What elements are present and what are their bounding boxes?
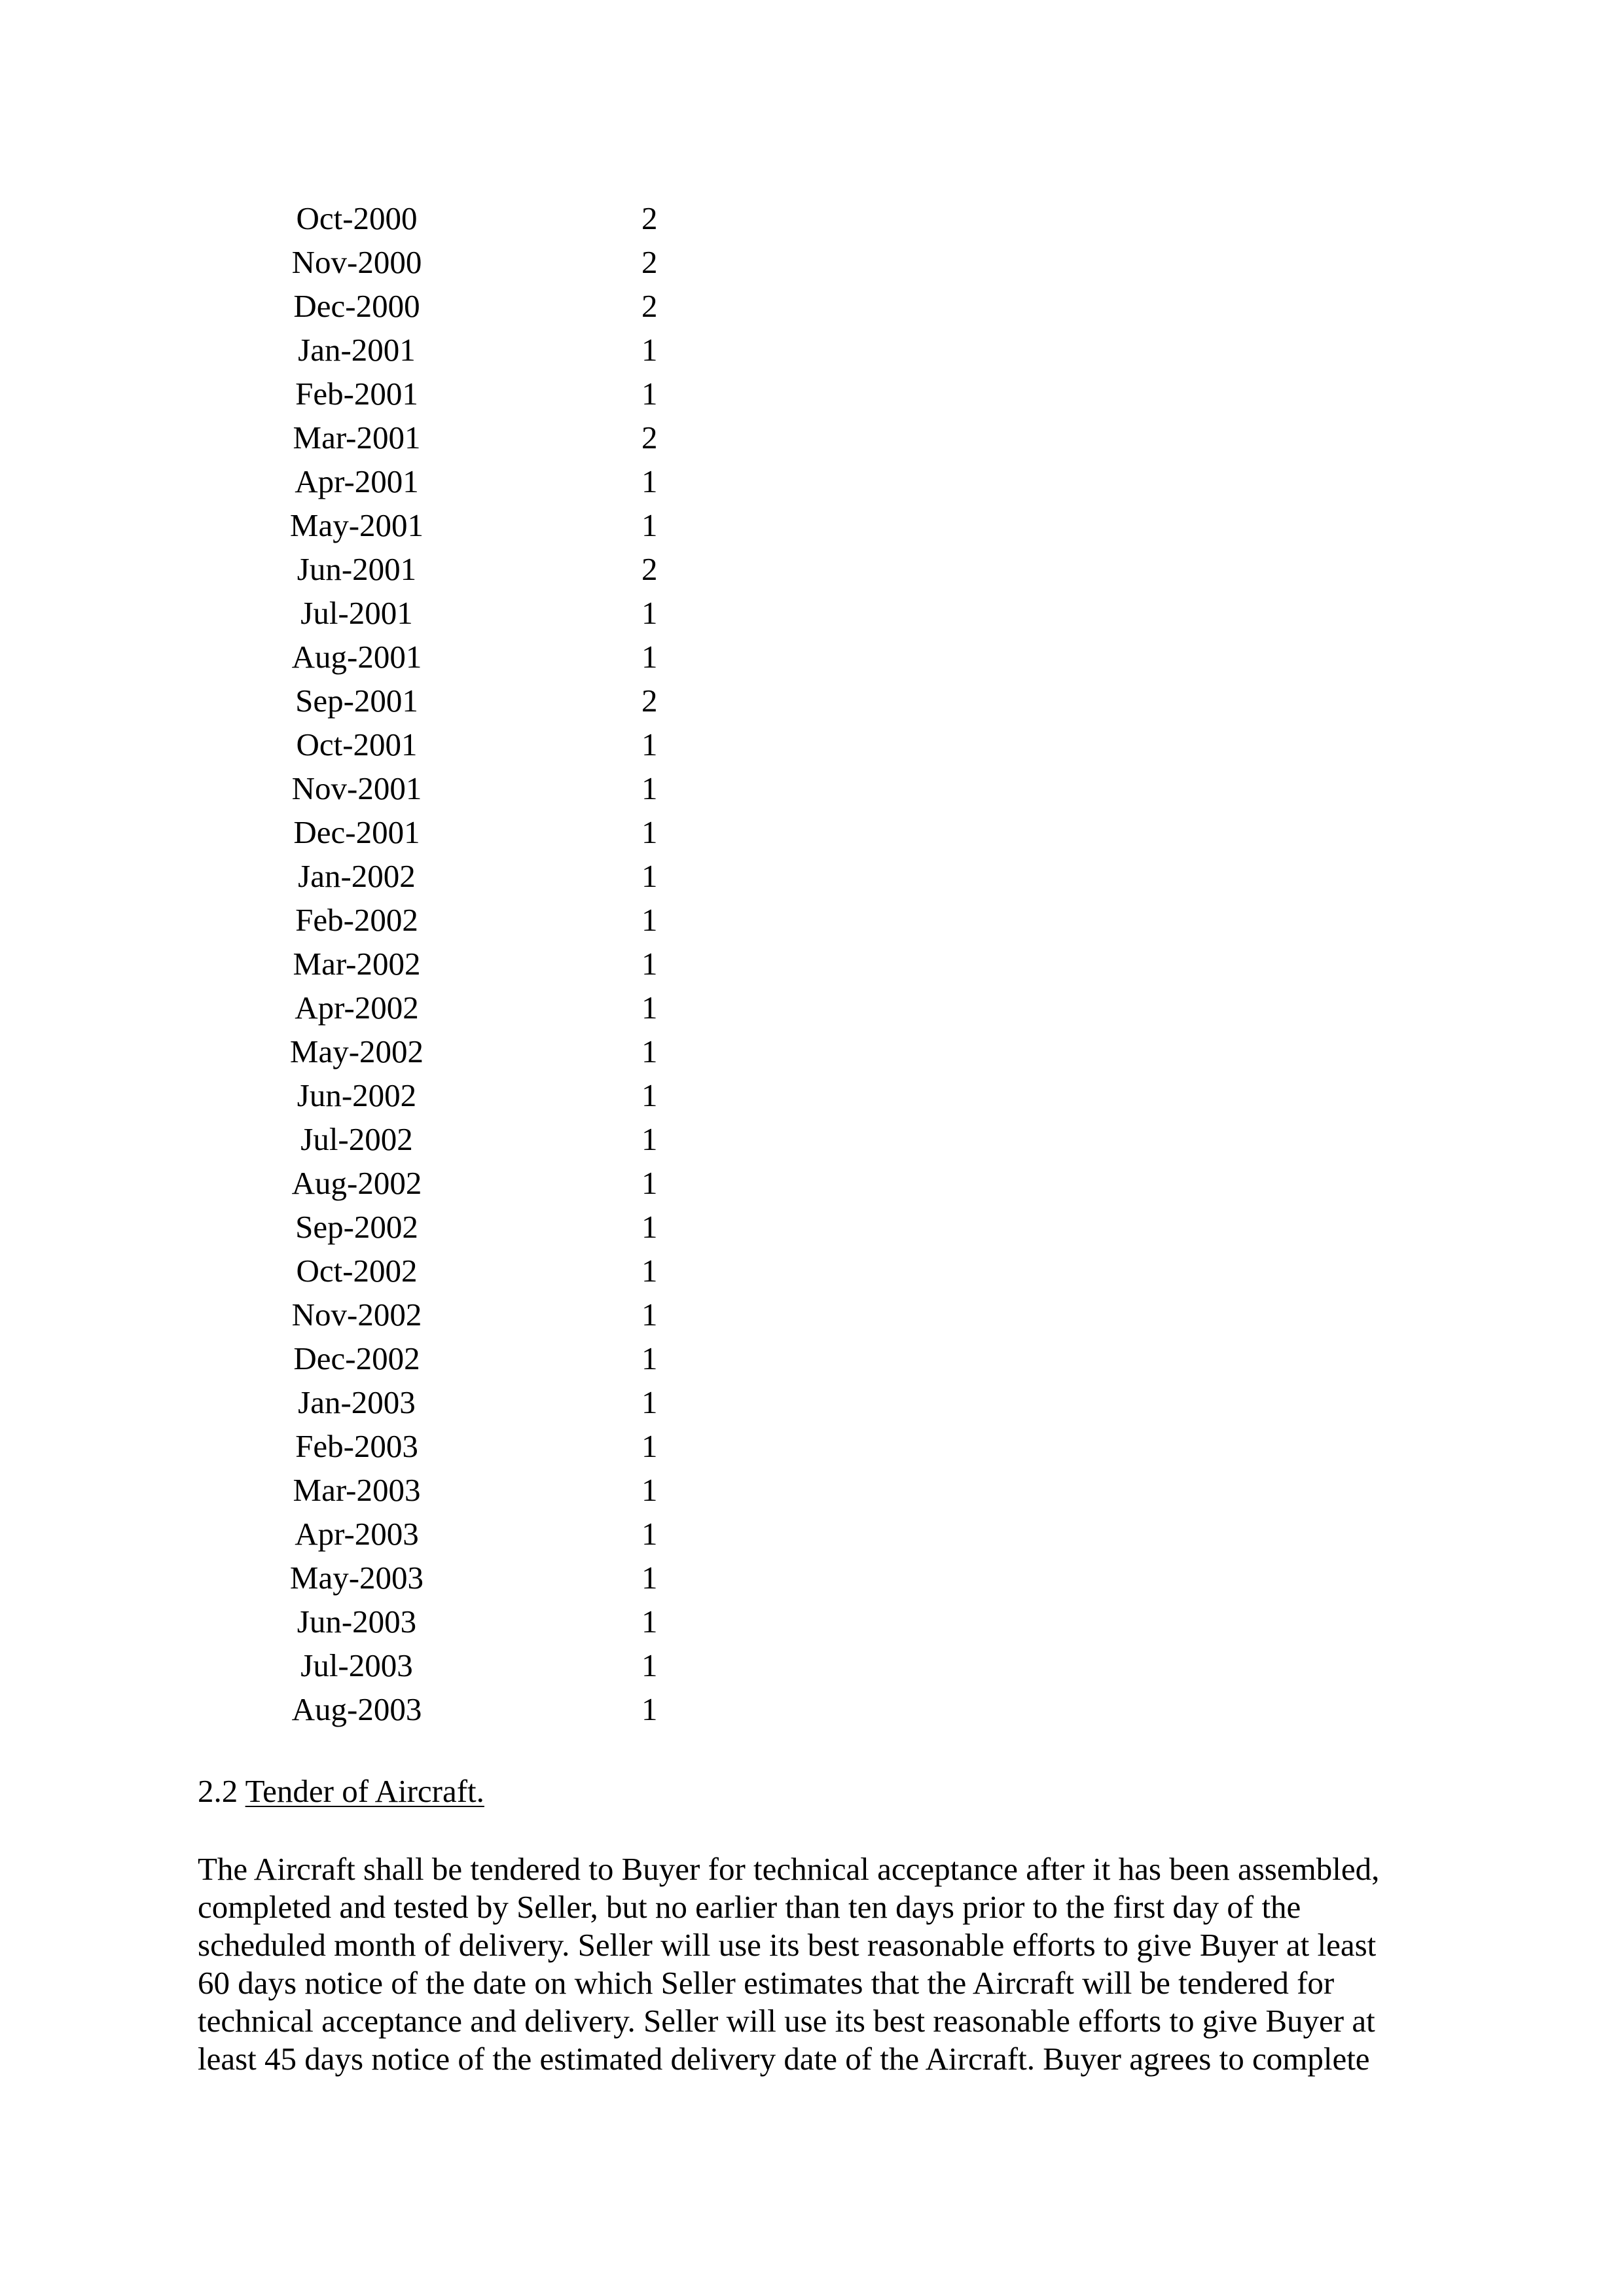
schedule-row (249, 240, 720, 284)
paragraph-line: The Aircraft shall be tendered to Buyer for technical acceptance after it has been assembled, (198, 1851, 1380, 1887)
schedule-row (249, 1600, 720, 1643)
schedule-quantity: 1 (641, 463, 658, 499)
schedule-month: Apr-2001 (295, 463, 419, 499)
schedule-row (249, 1030, 720, 1073)
schedule-month: Jan-2002 (298, 858, 416, 894)
paragraph-line: 60 days notice of the date on which Seller estimates that the Aircraft will be tendered for (198, 1965, 1335, 2001)
schedule-month: Dec-2002 (293, 1340, 420, 1376)
schedule-row (249, 196, 720, 240)
schedule-row (249, 1117, 720, 1161)
schedule-row (249, 1336, 720, 1380)
schedule-month: Mar-2003 (293, 1472, 421, 1508)
schedule-quantity: 1 (641, 990, 658, 1026)
schedule-quantity: 1 (641, 1165, 658, 1201)
paragraph-line: scheduled month of delivery. Seller will use its best reasonable efforts to give Buyer at least (198, 1927, 1377, 1963)
section-heading (198, 1771, 484, 1812)
schedule-quantity: 1 (641, 1033, 658, 1069)
schedule-month: Jul-2001 (300, 595, 413, 631)
schedule-quantity: 1 (641, 332, 658, 368)
schedule-row (249, 1468, 720, 1512)
schedule-month: Mar-2002 (293, 946, 421, 982)
schedule-row (249, 459, 720, 503)
schedule-quantity: 1 (641, 1472, 658, 1508)
section-number: 2.2 (198, 1773, 238, 1809)
schedule-quantity: 1 (641, 726, 658, 762)
schedule-quantity: 1 (641, 858, 658, 894)
schedule-month: Jun-2001 (297, 551, 417, 587)
schedule-month: Jan-2001 (298, 332, 416, 368)
schedule-row (249, 1249, 720, 1293)
schedule-row (249, 986, 720, 1030)
schedule-month: Aug-2001 (291, 639, 422, 675)
schedule-month: Apr-2002 (295, 990, 419, 1026)
schedule-quantity: 1 (641, 1516, 658, 1552)
schedule-row (249, 1424, 720, 1468)
schedule-row (249, 503, 720, 547)
schedule-month: May-2002 (289, 1033, 424, 1069)
schedule-quantity: 1 (641, 1428, 658, 1464)
schedule-quantity: 1 (641, 902, 658, 938)
schedule-month: Apr-2003 (295, 1516, 419, 1552)
schedule-quantity: 1 (641, 1340, 658, 1376)
schedule-quantity: 1 (641, 1297, 658, 1333)
schedule-row (249, 810, 720, 854)
section-paragraph (198, 1850, 1454, 2078)
schedule-row (249, 1556, 720, 1600)
schedule-month: Jan-2003 (298, 1384, 416, 1420)
schedule-month: Jul-2003 (300, 1647, 413, 1683)
schedule-quantity: 1 (641, 507, 658, 543)
schedule-row (249, 854, 720, 898)
schedule-quantity: 1 (641, 946, 658, 982)
schedule-row (249, 1073, 720, 1117)
schedule-row (249, 766, 720, 810)
schedule-month: Jun-2002 (297, 1077, 417, 1113)
schedule-row (249, 1643, 720, 1687)
schedule-row (249, 328, 720, 372)
schedule-month: Sep-2001 (295, 683, 418, 719)
schedule-row (249, 942, 720, 986)
schedule-month: Mar-2001 (293, 420, 421, 456)
paragraph-line: least 45 days notice of the estimated delivery date of the Aircraft. Buyer agrees to complete (198, 2041, 1370, 2077)
schedule-quantity: 1 (641, 1560, 658, 1596)
schedule-row (249, 416, 720, 459)
schedule-row (249, 1293, 720, 1336)
schedule-row (249, 1512, 720, 1556)
schedule-quantity: 2 (641, 288, 658, 324)
schedule-month: Aug-2003 (291, 1691, 422, 1727)
delivery-schedule-table (249, 196, 720, 1731)
schedule-quantity: 1 (641, 1209, 658, 1245)
schedule-quantity: 2 (641, 420, 658, 456)
schedule-row (249, 284, 720, 328)
schedule-row (249, 679, 720, 723)
schedule-row (249, 372, 720, 416)
schedule-quantity: 1 (641, 639, 658, 675)
paragraph-line: completed and tested by Seller, but no earlier than ten days prior to the first day of the (198, 1889, 1301, 1925)
section-title: Tender of Aircraft. (245, 1773, 484, 1809)
schedule-month: Nov-2002 (291, 1297, 422, 1333)
schedule-row (249, 591, 720, 635)
schedule-quantity: 1 (641, 770, 658, 806)
schedule-row (249, 635, 720, 679)
schedule-month: Sep-2002 (295, 1209, 418, 1245)
schedule-row (249, 898, 720, 942)
schedule-row (249, 1380, 720, 1424)
schedule-quantity: 1 (641, 376, 658, 412)
schedule-month: May-2001 (289, 507, 424, 543)
schedule-month: Feb-2003 (295, 1428, 418, 1464)
schedule-quantity: 1 (641, 1253, 658, 1289)
schedule-quantity: 1 (641, 1121, 658, 1157)
schedule-month: Aug-2002 (291, 1165, 422, 1201)
schedule-quantity: 2 (641, 683, 658, 719)
schedule-month: Dec-2000 (293, 288, 420, 324)
schedule-row (249, 723, 720, 766)
paragraph-line: technical acceptance and delivery. Seller will use its best reasonable efforts to give Buyer at (198, 2003, 1375, 2039)
schedule-quantity: 1 (641, 1691, 658, 1727)
schedule-quantity: 1 (641, 814, 658, 850)
schedule-quantity: 1 (641, 1604, 658, 1640)
schedule-month: Nov-2001 (291, 770, 422, 806)
schedule-month: Dec-2001 (293, 814, 420, 850)
schedule-month: May-2003 (289, 1560, 424, 1596)
schedule-quantity: 2 (641, 244, 658, 280)
schedule-month: Oct-2001 (296, 726, 418, 762)
schedule-row (249, 547, 720, 591)
schedule-month: Oct-2002 (296, 1253, 418, 1289)
schedule-row (249, 1161, 720, 1205)
schedule-quantity: 1 (641, 1384, 658, 1420)
schedule-quantity: 1 (641, 1647, 658, 1683)
schedule-month: Oct-2000 (296, 200, 418, 236)
schedule-month: Jul-2002 (300, 1121, 413, 1157)
schedule-quantity: 2 (641, 200, 658, 236)
schedule-month: Feb-2002 (295, 902, 418, 938)
schedule-quantity: 1 (641, 1077, 658, 1113)
schedule-month: Nov-2000 (291, 244, 422, 280)
schedule-row (249, 1205, 720, 1249)
schedule-quantity: 2 (641, 551, 658, 587)
schedule-row (249, 1687, 720, 1731)
schedule-month: Feb-2001 (295, 376, 418, 412)
schedule-quantity: 1 (641, 595, 658, 631)
schedule-month: Jun-2003 (297, 1604, 417, 1640)
